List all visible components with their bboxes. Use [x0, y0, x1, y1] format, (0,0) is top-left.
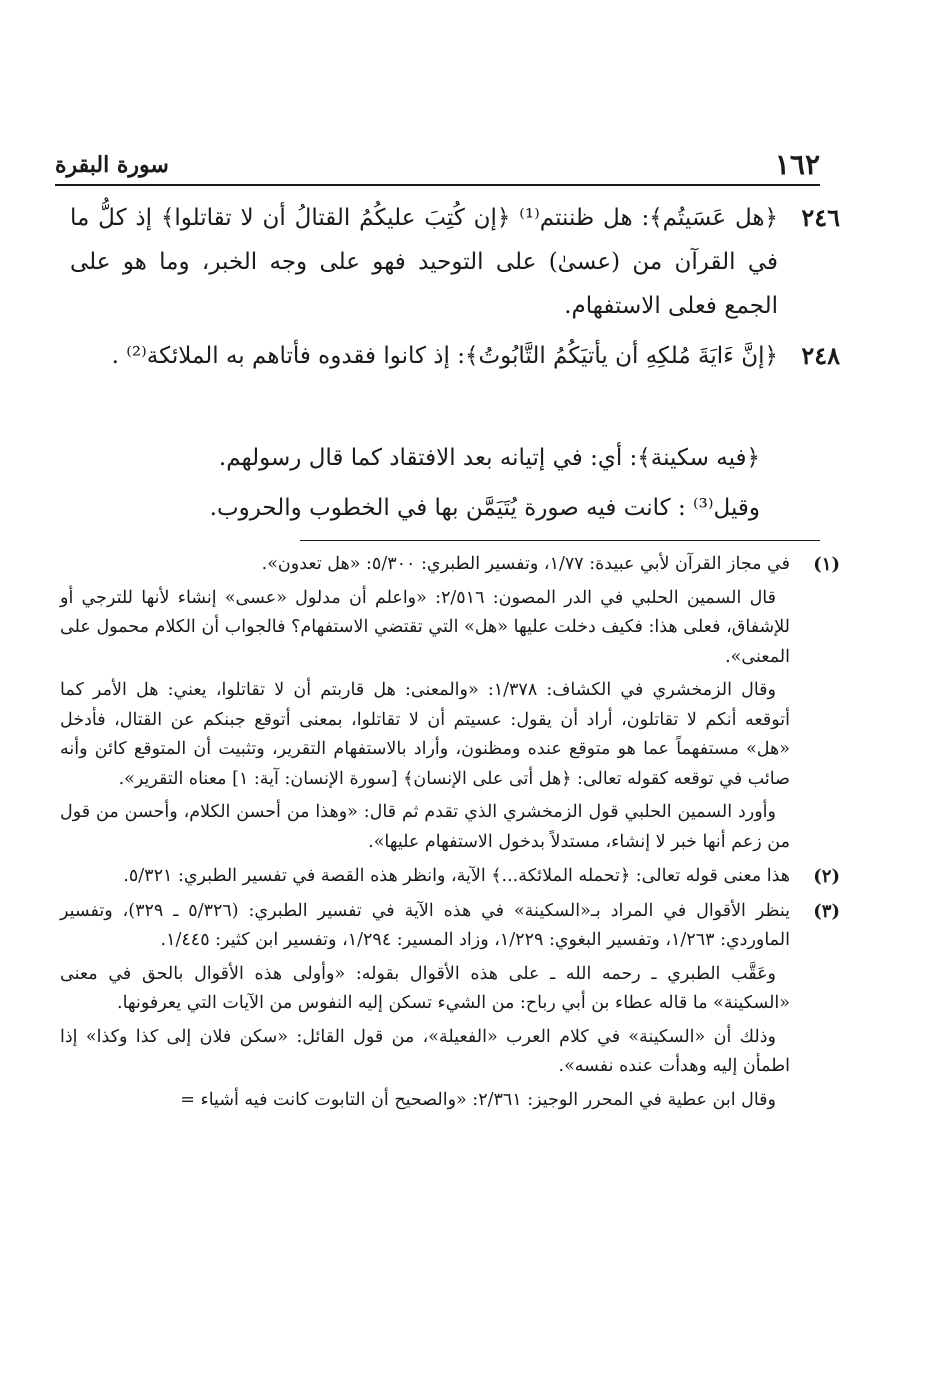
footnote — [60, 862, 840, 892]
footnote-paragraph: وذلك أن «السكينة» في كلام العرب «الفعيلة»، من قول القائل: «سكن فلان إلى كذا وكذا» إذا اطمأن إليه وهدأت عنده نفسه». — [60, 1026, 790, 1076]
footnote — [60, 897, 840, 1116]
footnote-paragraph: في مجاز القرآن لأبي عبيدة: ١/٧٧، وتفسير الطبري: ٥/٣٠٠: «هل تعدون». — [261, 554, 790, 574]
entry-248 — [70, 334, 840, 378]
entry-text: ﴿إنَّ ءَايَةَ مُلكِهِ أن يأتيَكُمُ التَّابُوتُ﴾: إذ كانوا فقدوه فأتاهم به الملائكة⁽²⁾ . — [111, 343, 778, 369]
page-number: ١٦٢ — [774, 148, 820, 181]
commentary-line: ﴿فيه سكينة﴾: أي: في إتيانه بعد الافتقاد كما قال رسولهم. — [218, 445, 760, 471]
footnote-paragraph: وقال ابن عطية في المحرر الوجيز: ٢/٣٦١: «والصحيح أن التابوت كانت فيه أشياء = — [180, 1089, 776, 1110]
entry-text: ﴿هل عَسَيتُم﴾: هل ظننتم⁽¹⁾ ﴿إن كُتِبَ عليكُمُ القتالُ أن لا تقاتلوا﴾ إذ كلُّ ما في القرآن من (عسىٰ) على التوحيد فهو على وجه الخبر، وما هو على الجمع فعلى الاستفهام. — [70, 205, 778, 319]
verse-number: ٢٤٦ — [801, 203, 840, 232]
footnote-paragraph: وأورد السمين الحلبي قول الزمخشري الذي تقدم ثم قال: «وهذا من أحسن الكلام، وأحسن من قول من زعم أنها خبر لا إنشاء، مستدلاً بدخول الاستفهام عليها». — [60, 802, 790, 852]
footnote-paragraph: قال السمين الحلبي في الدر المصون: ٢/٥١٦: «واعلم أن مدلول «عسى» إنشاء لأنها للترجي أو للإشفاق، فعلى هذا: فكيف دخلت عليها «هل» التي تقتضي الاستفهام؟ فالجواب أن الكلام محمول على المعنى». — [60, 587, 790, 667]
entry-246 — [70, 196, 840, 328]
footnotes — [60, 550, 840, 1120]
verse-number: ٢٤٨ — [801, 341, 840, 370]
commentary-line: وقيل⁽³⁾ : كانت فيه صورة يُتَيَمَّن بها في الخطوب والحروب. — [209, 495, 760, 521]
footnote-paragraph: هذا معنى قوله تعالى: ﴿تحمله الملائكة...﴾ الآية، وانظر هذه القصة في تفسير الطبري: ٥/٣٢١. — [123, 866, 790, 886]
running-title: سورة البقرة — [55, 152, 169, 178]
footnote-number: (١) — [813, 554, 840, 575]
page-header — [55, 148, 820, 186]
footnote-number: (٣) — [813, 900, 840, 922]
footnote-number: (٢) — [813, 866, 840, 887]
footnote-paragraph: وعَقَّب الطبري ـ رحمه الله ـ على هذه الأقوال بقوله: «وأولى هذه الأقوال بالحق في معنى «السكينة» ما قاله عطاء بن أبي رباح: من الشيء تسكن إليه النفوس من الآيات التي يعرفونها. — [60, 963, 790, 1013]
footnote-paragraph: وقال الزمخشري في الكشاف: ١/٣٧٨: «والمعنى: هل قاربتم أن لا تقاتلوا، يعني: هل الأمر كما أتوقعه أنكم لا تقاتلون، أراد أن يقول: عسيتم أن لا تقاتلوا، بمعنى أتوقع جبنكم عن القتال، فأدخل «هل» مستفهماً عما هو متوقع عنده ومظنون، وأراد بالاستفهام التقرير، وتثبيت أن المتوقع كائن وأنه صائب في توقعه كقوله تعالى: ﴿هل أتى على الإنسان﴾ [سورة الإنسان: آية: ١] معناه التقرير». — [60, 680, 790, 789]
footnote-paragraph: ينظر الأقوال في المراد بـ«السكينة» في هذه الآية في تفسير الطبري: (٥/٣٢٦ ـ ٣٢٩)، وتفسير الماوردي: ١/٢٦٣، وتفسير البغوي: ١/٢٢٩، وزاد المسير: ١/٢٩٤، وتفسير ابن كثير: ١/٤٤٥. — [60, 900, 791, 950]
footnote — [60, 550, 840, 857]
footnote-separator — [300, 540, 820, 541]
